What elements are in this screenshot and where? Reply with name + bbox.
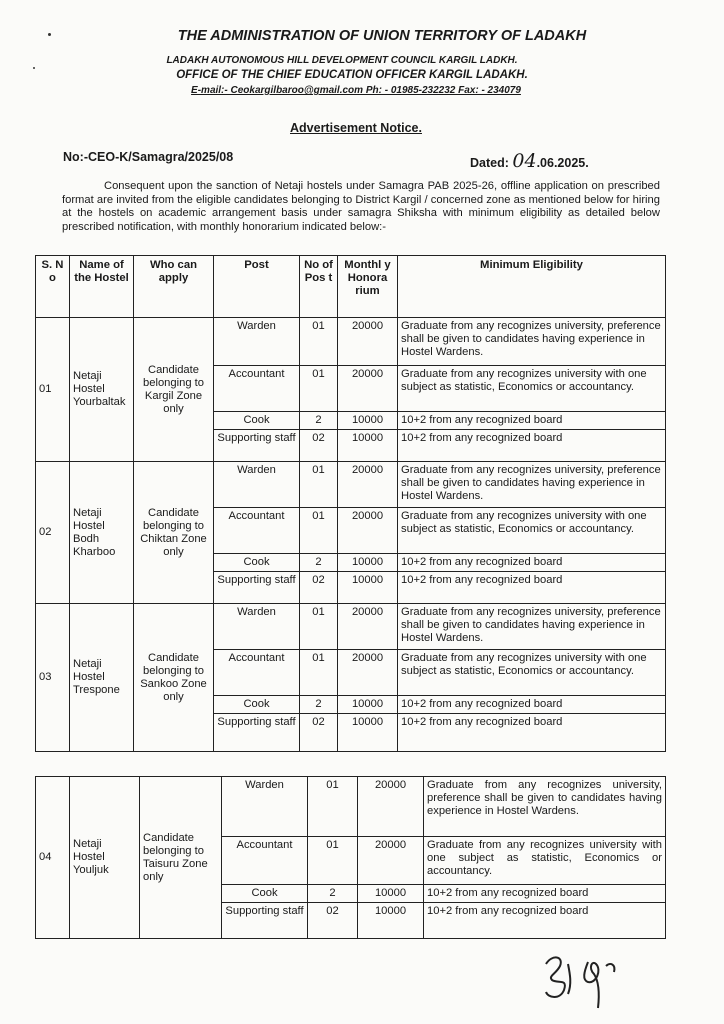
post-cell: Supporting staff — [214, 430, 300, 462]
header-line-2: LADAKH AUTONOMOUS HILL DEVELOPMENT COUNCIL KARGIL LADKH. — [166, 55, 518, 66]
table-row — [36, 462, 666, 508]
posts-count-cell: 2 — [300, 696, 338, 714]
post-cell: Accountant — [214, 650, 300, 696]
honorarium-cell: 20000 — [358, 777, 424, 837]
col-header-eligibility: Minimum Eligibility — [398, 256, 666, 318]
col-header-sno: S. N o — [36, 256, 70, 318]
posts-count-cell: 01 — [308, 837, 358, 885]
eligibility-cell: 10+2 from any recognized board — [398, 430, 666, 462]
honorarium-cell: 20000 — [338, 462, 398, 508]
post-cell: Cook — [214, 412, 300, 430]
honorarium-cell: 10000 — [338, 696, 398, 714]
post-cell: Cook — [222, 885, 308, 903]
post-cell: Warden — [222, 777, 308, 837]
posts-count-cell: 01 — [300, 366, 338, 412]
post-cell: Cook — [214, 554, 300, 572]
who-can-apply-cell: Candidate belonging to Chiktan Zone only — [134, 462, 214, 604]
eligibility-cell: 10+2 from any recognized board — [398, 714, 666, 752]
table-row — [36, 604, 666, 650]
notice-date — [470, 150, 589, 172]
honorarium-cell: 10000 — [358, 903, 424, 939]
posts-count-cell: 01 — [300, 318, 338, 366]
eligibility-cell: Graduate from any recognizes university, preference shall be given to candidates having experience in Hostel Wardens. — [398, 318, 666, 366]
notice-title: Advertisement Notice. — [290, 121, 422, 135]
posts-count-cell: 2 — [300, 412, 338, 430]
sno-cell: 04 — [36, 777, 70, 939]
col-header-honorarium: Monthl y Honora rium — [338, 256, 398, 318]
honorarium-cell: 20000 — [338, 318, 398, 366]
who-can-apply-cell: Candidate belonging to Kargil Zone only — [134, 318, 214, 462]
header-contact-text: E-mail:- Ceokargilbaroo@gmail.com Ph: - 01985-232232 Fax: - 234079 — [191, 85, 521, 96]
hostel-table-continued — [35, 776, 666, 939]
post-cell: Accountant — [214, 366, 300, 412]
notice-paragraph: Consequent upon the sanction of Netaji hostels under Samagra PAB 2025-26, offline application on prescribed format are invited from the eligible candidates belonging to District Kargil / concerned zone as mentioned below for hiring at the hostels on academic arrangement basis under samagra Shiksha with minimum eligibility as detailed below prescribed notification, with monthly honorarium indicated below:- — [62, 180, 660, 233]
eligibility-cell: Graduate from any recognizes university with one subject as statistic, Economics or accountancy. — [398, 650, 666, 696]
col-header-no-of-posts: No of Pos t — [300, 256, 338, 318]
notice-number: No:-CEO-K/Samagra/2025/08 — [63, 150, 234, 164]
honorarium-cell: 20000 — [338, 366, 398, 412]
header-contact — [0, 85, 718, 96]
col-header-who-can-apply: Who can apply — [134, 256, 214, 318]
sno-cell: 01 — [36, 318, 70, 462]
header-line-1: THE ADMINISTRATION OF UNION TERRITORY OF LADAKH — [177, 28, 587, 44]
header-line-3: OFFICE OF THE CHIEF EDUCATION OFFICER KARGIL LADAKH. — [176, 69, 528, 81]
posts-count-cell: 01 — [300, 604, 338, 650]
date-suffix: .06.2025. — [536, 156, 589, 170]
who-can-apply-cell: Candidate belonging to Taisuru Zone only — [140, 777, 222, 939]
honorarium-cell: 10000 — [338, 572, 398, 604]
eligibility-cell: 10+2 from any recognized board — [398, 572, 666, 604]
eligibility-cell: Graduate from any recognizes university with one subject as statistic, Economics or accountancy. — [424, 837, 666, 885]
posts-count-cell: 01 — [300, 462, 338, 508]
eligibility-cell: Graduate from any recognizes university with one subject as statistic, Economics or accountancy. — [398, 366, 666, 412]
date-handwritten-day: 04 — [512, 150, 537, 172]
post-cell: Supporting staff — [214, 714, 300, 752]
honorarium-cell: 10000 — [338, 554, 398, 572]
posts-count-cell: 2 — [300, 554, 338, 572]
sno-cell: 03 — [36, 604, 70, 752]
eligibility-cell: Graduate from any recognizes university, preference shall be given to candidates having experience in Hostel Wardens. — [398, 604, 666, 650]
eligibility-cell: 10+2 from any recognized board — [424, 903, 666, 939]
posts-count-cell: 2 — [308, 885, 358, 903]
honorarium-cell: 10000 — [338, 430, 398, 462]
eligibility-cell: 10+2 from any recognized board — [398, 696, 666, 714]
table-row — [36, 318, 666, 366]
eligibility-cell: 10+2 from any recognized board — [398, 412, 666, 430]
hostel-table — [35, 255, 666, 752]
table-row — [36, 777, 666, 837]
posts-count-cell: 01 — [300, 508, 338, 554]
col-header-post: Post — [214, 256, 300, 318]
honorarium-cell: 10000 — [338, 714, 398, 752]
eligibility-cell: Graduate from any recognizes university, preference shall be given to candidates having experience in Hostel Wardens. — [398, 462, 666, 508]
date-label: Dated: — [470, 156, 513, 170]
post-cell: Accountant — [214, 508, 300, 554]
post-cell: Accountant — [222, 837, 308, 885]
honorarium-cell: 10000 — [358, 885, 424, 903]
posts-count-cell: 02 — [308, 903, 358, 939]
posts-count-cell: 02 — [300, 572, 338, 604]
post-cell: Warden — [214, 462, 300, 508]
posts-count-cell: 02 — [300, 714, 338, 752]
post-cell: Cook — [214, 696, 300, 714]
post-cell: Warden — [214, 318, 300, 366]
hostel-name-cell: Netaji Hostel Yourbaltak — [70, 318, 134, 462]
col-header-hostel: Name of the Hostel — [70, 256, 134, 318]
handwritten-signature — [538, 950, 638, 1012]
post-cell: Supporting staff — [222, 903, 308, 939]
honorarium-cell: 10000 — [338, 412, 398, 430]
honorarium-cell: 20000 — [338, 650, 398, 696]
hostel-name-cell: Netaji Hostel Trespone — [70, 604, 134, 752]
who-can-apply-cell: Candidate belonging to Sankoo Zone only — [134, 604, 214, 752]
post-cell: Supporting staff — [214, 572, 300, 604]
posts-count-cell: 01 — [300, 650, 338, 696]
table-header-row — [36, 256, 666, 318]
eligibility-cell: 10+2 from any recognized board — [424, 885, 666, 903]
honorarium-cell: 20000 — [338, 508, 398, 554]
sno-cell: 02 — [36, 462, 70, 604]
eligibility-cell: 10+2 from any recognized board — [398, 554, 666, 572]
posts-count-cell: 02 — [300, 430, 338, 462]
honorarium-cell: 20000 — [358, 837, 424, 885]
honorarium-cell: 20000 — [338, 604, 398, 650]
hostel-name-cell: Netaji Hostel Bodh Kharboo — [70, 462, 134, 604]
posts-count-cell: 01 — [308, 777, 358, 837]
eligibility-cell: Graduate from any recognizes university with one subject as statistic, Economics or accountancy. — [398, 508, 666, 554]
eligibility-cell: Graduate from any recognizes university, preference shall be given to candidates having experience in Hostel Wardens. — [424, 777, 666, 837]
hostel-name-cell: Netaji Hostel Youljuk — [70, 777, 140, 939]
post-cell: Warden — [214, 604, 300, 650]
